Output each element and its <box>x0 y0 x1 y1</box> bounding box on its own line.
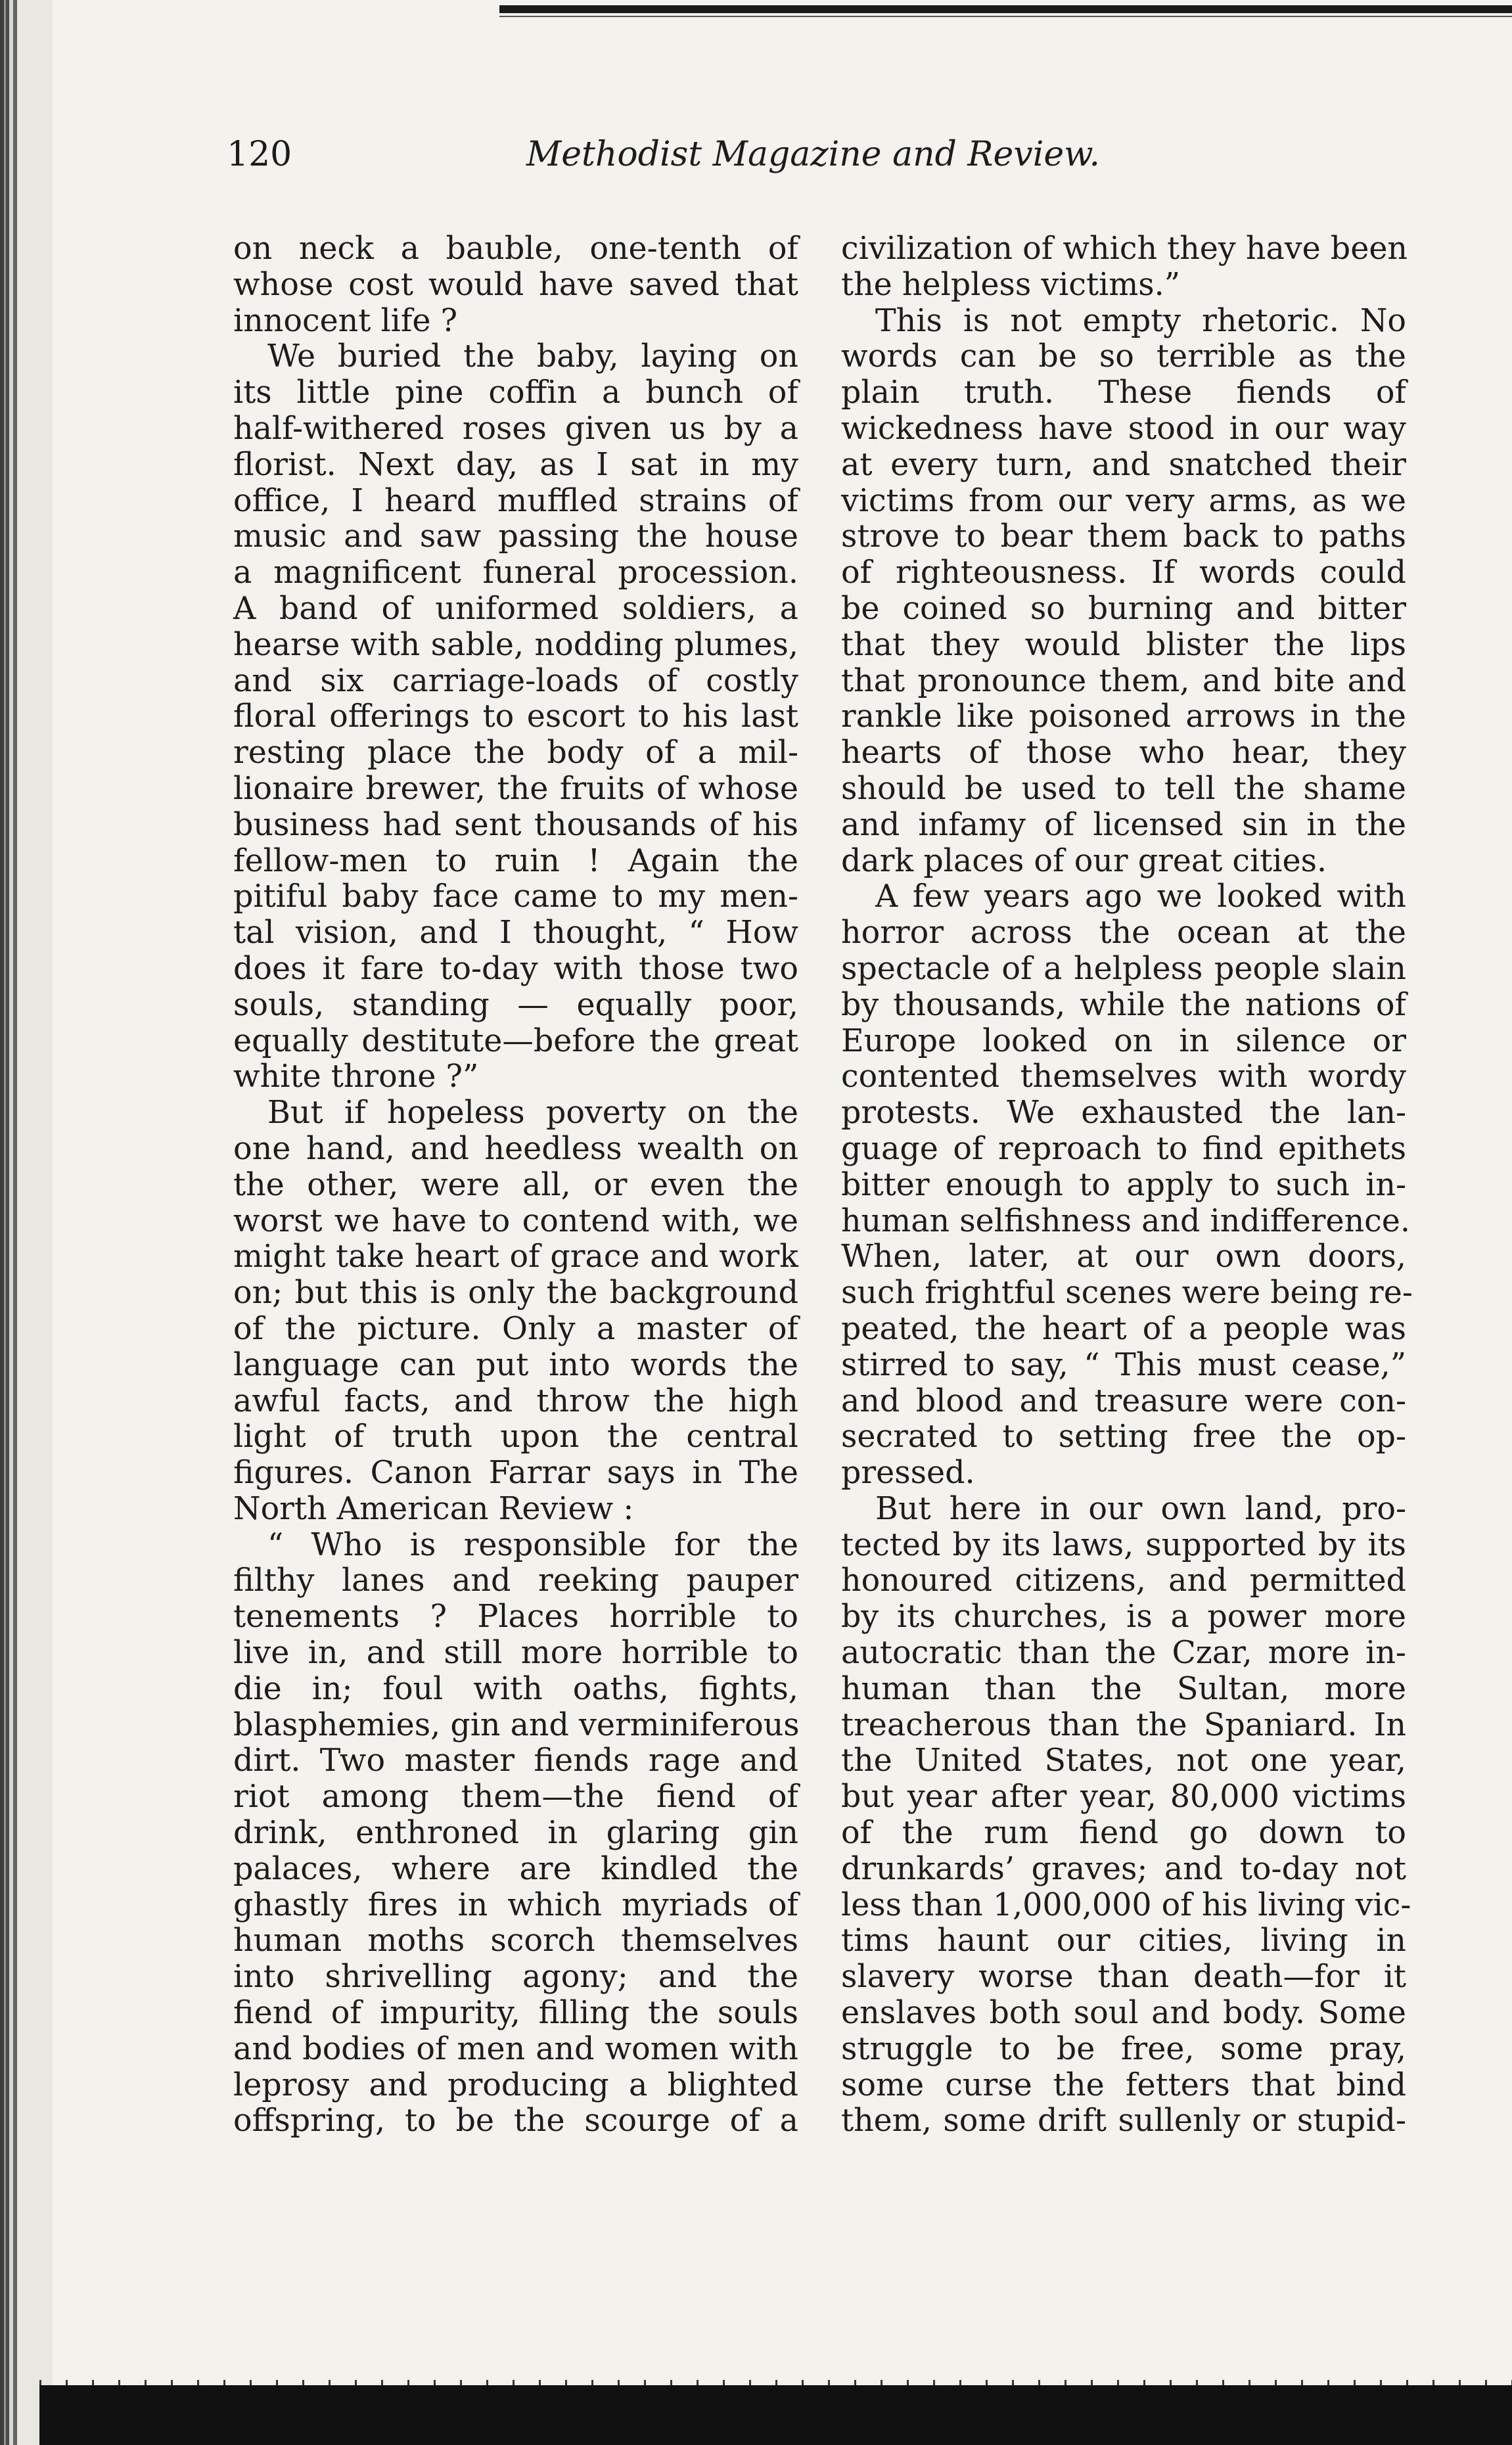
text-line: hearts of those who hear, they <box>841 735 1406 771</box>
text-line: less than 1,000,000 of his living vic- <box>841 1886 1411 1923</box>
text-line: Europe looked on in silence or <box>841 1022 1406 1059</box>
text-line: riot among them—the fiend of <box>233 1779 798 1816</box>
text-line: “ Who is responsible for the <box>267 1526 798 1563</box>
text-line: honoured citizens, and permitted <box>841 1563 1406 1599</box>
text-line: white throne ?” <box>233 1059 479 1095</box>
text-line: tims haunt our cities, living in <box>841 1923 1406 1959</box>
text-line: civilization of which they have been <box>841 231 1408 267</box>
text-line: We buried the baby, laying on <box>267 338 798 375</box>
text-line: equally destitute—before the great <box>233 1022 798 1059</box>
text-line: them, some drift sullenly or stupid- <box>841 2103 1406 2139</box>
text-line: tenements ? Places horrible to <box>233 1599 798 1635</box>
text-line: at every turn, and snatched their <box>841 446 1406 483</box>
text-line: figures. Canon Farrar says in The <box>233 1455 798 1492</box>
text-line: pitiful baby face came to my men- <box>233 879 798 915</box>
text-line: dirt. Two master fiends rage and <box>233 1743 798 1779</box>
text-line: filthy lanes and reeking pauper <box>233 1563 798 1599</box>
text-line: hearse with sable, nodding plumes, <box>233 626 798 663</box>
text-line: victims from our very arms, as we <box>841 482 1406 519</box>
top-rule-thin <box>499 16 1512 17</box>
text-line: plain truth. These fiends of <box>841 375 1406 411</box>
text-line: that they would blister the lips <box>841 626 1406 663</box>
text-line: by thousands, while the nations of <box>841 986 1406 1023</box>
text-line: palaces, where are kindled the <box>233 1850 798 1887</box>
text-line: drunkards’ graves; and to-day not <box>841 1850 1406 1887</box>
text-line: should be used to tell the shame <box>841 770 1406 807</box>
page-binding-edge <box>0 0 53 2445</box>
text-line: tected by its laws, supported by its <box>841 1526 1406 1563</box>
text-line: This is not empty rhetoric. No <box>875 302 1406 339</box>
text-line: secrated to setting free the op- <box>841 1419 1406 1455</box>
text-line: North American Review : <box>233 1490 634 1527</box>
text-line: When, later, at our own doors, <box>841 1239 1406 1275</box>
text-line: and blood and treasure were con- <box>841 1382 1406 1419</box>
text-line: stirred to say, “ This must cease,” <box>841 1346 1406 1383</box>
text-line: the United States, not one year, <box>841 1743 1406 1779</box>
text-line: dark places of our great cities. <box>841 842 1327 879</box>
text-line: half-withered roses given us by a <box>233 410 798 447</box>
text-line: lionaire brewer, the fruits of whose <box>233 770 798 807</box>
text-line: language can put into words the <box>233 1346 798 1383</box>
text-line: the helpless victims.” <box>841 266 1181 303</box>
right-column <box>841 231 1413 2139</box>
text-line: of the rum fiend go down to <box>841 1815 1406 1852</box>
text-line: live in, and still more horrible to <box>233 1635 798 1672</box>
text-line: souls, standing — equally poor, <box>233 986 798 1023</box>
text-line: and six carriage-loads of costly <box>233 662 798 699</box>
text-line: such frightful scenes were being re- <box>841 1275 1413 1312</box>
text-line: into shrivelling agony; and the <box>233 1959 798 1996</box>
text-line: innocent life ? <box>233 302 458 339</box>
page-header <box>227 135 1400 187</box>
text-line: pressed. <box>841 1455 975 1492</box>
text-line: does it fare to-day with those two <box>233 950 798 987</box>
text-line: autocratic than the Czar, more in- <box>841 1635 1406 1672</box>
text-line: on; but this is only the background <box>233 1275 798 1312</box>
text-line: spectacle of a helpless people slain <box>841 950 1406 987</box>
text-line: leprosy and producing a blighted <box>233 2067 798 2103</box>
text-line: its little pine coffin a bunch of <box>233 375 798 411</box>
text-line: office, I heard muffled strains of <box>233 482 798 519</box>
running-title: Methodist Magazine and Review. <box>526 135 1100 174</box>
text-line: fiend of impurity, filling the souls <box>233 1995 798 2032</box>
text-line: protests. We exhausted the lan- <box>841 1095 1406 1131</box>
text-line: that pronounce them, and bite and <box>841 662 1406 699</box>
text-line: and infamy of licensed sin in the <box>841 806 1406 843</box>
text-line: fellow-men to ruin ! Again the <box>233 842 798 879</box>
text-line: business had sent thousands of his <box>233 806 798 843</box>
text-line: tal vision, and I thought, “ How <box>233 915 798 951</box>
text-line: on neck a bauble, one-tenth of <box>233 231 798 267</box>
bottom-edge-marks <box>39 2380 1512 2385</box>
text-line: rankle like poisoned arrows in the <box>841 698 1406 735</box>
text-line: peated, the heart of a people was <box>841 1310 1406 1347</box>
text-line: A few years ago we looked with <box>875 879 1406 915</box>
text-line: worst we have to contend with, we <box>233 1202 798 1239</box>
page-number: 120 <box>227 135 292 174</box>
top-rule <box>499 5 1512 13</box>
text-line: guage of reproach to find epithets <box>841 1130 1406 1167</box>
text-line: wickedness have stood in our way <box>841 410 1406 447</box>
text-line: be coined so burning and bitter <box>841 590 1406 627</box>
text-line: ghastly fires in which myriads of <box>233 1886 798 1923</box>
text-line: of righteousness. If words could <box>841 555 1406 591</box>
text-line: floral offerings to escort to his last <box>233 698 798 735</box>
text-line: a magnificent funeral procession. <box>233 555 798 591</box>
text-line: offspring, to be the scourge of a <box>233 2103 798 2139</box>
text-line: But here in our own land, pro- <box>875 1490 1406 1527</box>
text-line: words can be so terrible as the <box>841 338 1406 375</box>
bottom-scan-band <box>39 2385 1512 2445</box>
text-line: blasphemies, gin and verminiferous <box>233 1706 800 1743</box>
text-line: drink, enthroned in glaring gin <box>233 1815 798 1852</box>
text-line: florist. Next day, as I sat in my <box>233 446 798 483</box>
text-line: light of truth upon the central <box>233 1419 798 1455</box>
text-line: human moths scorch themselves <box>233 1923 798 1959</box>
text-line: die in; foul with oaths, fights, <box>233 1670 798 1707</box>
text-line: awful facts, and throw the high <box>233 1382 798 1419</box>
text-line: the other, were all, or even the <box>233 1166 798 1203</box>
text-line: by its churches, is a power more <box>841 1599 1406 1635</box>
text-line: bitter enough to apply to such in- <box>841 1166 1406 1203</box>
text-line: A band of uniformed soldiers, a <box>233 590 798 627</box>
text-line: might take heart of grace and work <box>233 1239 798 1275</box>
text-line: strove to bear them back to paths <box>841 518 1406 555</box>
text-line: some curse the fetters that bind <box>841 2067 1406 2103</box>
text-line: treacherous than the Spaniard. In <box>841 1706 1406 1743</box>
text-line: contented themselves with wordy <box>841 1059 1406 1095</box>
text-line: but year after year, 80,000 victims <box>841 1779 1406 1816</box>
text-line: enslaves both soul and body. Some <box>841 1995 1406 2032</box>
text-line: resting place the body of a mil- <box>233 735 798 771</box>
text-line: human selfishness and indifference. <box>841 1202 1410 1239</box>
text-line: slavery worse than death—for it <box>841 1959 1406 1996</box>
text-line: But if hopeless poverty on the <box>267 1095 798 1131</box>
text-line: struggle to be free, some pray, <box>841 2030 1406 2067</box>
left-column <box>233 231 798 2139</box>
text-line: one hand, and heedless wealth on <box>233 1130 798 1167</box>
text-line: horror across the ocean at the <box>841 915 1406 951</box>
text-line: whose cost would have saved that <box>233 266 798 303</box>
text-line: human than the Sultan, more <box>841 1670 1406 1707</box>
text-line: music and saw passing the house <box>233 518 798 555</box>
text-line: of the picture. Only a master of <box>233 1310 798 1347</box>
text-line: and bodies of men and women with <box>233 2030 798 2067</box>
